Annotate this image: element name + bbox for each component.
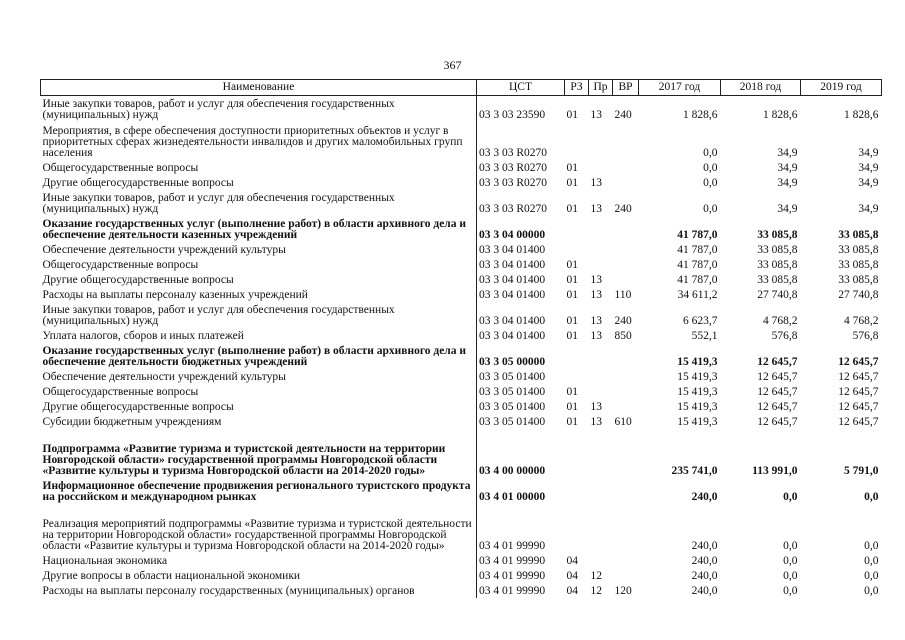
cell-pr — [589, 160, 613, 175]
cell-rz — [565, 242, 589, 257]
cell-2017: 240,0 — [691, 540, 718, 552]
cell-rz: 01 — [566, 162, 578, 174]
cell-pr — [589, 343, 613, 369]
cell-cst: 03 4 01 99990 — [477, 553, 565, 568]
cell-name: Оказание государственных услуг (выполнение работ) в области архивного дела и обеспечение деятельности казенных учреждений — [42, 218, 467, 241]
cell-pr: 13 — [590, 289, 602, 301]
cell-2019: 1 828,6 — [844, 109, 879, 121]
cell-2017: 41 787,0 — [677, 229, 718, 241]
cell-2019: 34,9 — [858, 177, 879, 189]
cell-2018: 33 085,8 — [757, 229, 798, 241]
cell-2017: 240,0 — [691, 585, 718, 597]
cell-2019: 0,0 — [864, 585, 879, 597]
table-row — [41, 504, 882, 553]
cell-2018: 34,9 — [777, 203, 798, 215]
cell-cst: 03 3 04 01400 — [477, 257, 565, 272]
cell-2017: 0,0 — [703, 177, 718, 189]
table-row — [41, 190, 882, 216]
cell-2017: 15 419,3 — [677, 401, 718, 413]
cell-rz: 01 — [566, 401, 578, 413]
cell-pr: 13 — [590, 315, 602, 327]
cell-cst: 03 3 05 01400 — [477, 384, 565, 399]
cell-2019: 12 645,7 — [838, 401, 879, 413]
cell-2017: 552,1 — [691, 330, 718, 342]
cell-cst: 03 3 04 01400 — [477, 328, 565, 343]
cell-pr: 12 — [590, 570, 602, 582]
table-row — [41, 568, 882, 583]
cell-pr: 13 — [590, 274, 602, 286]
cell-rz: 01 — [566, 315, 578, 327]
cell-2017: 15 419,3 — [677, 371, 718, 383]
table-row — [41, 384, 882, 399]
cell-rz: 04 — [566, 585, 578, 597]
cell-vr — [613, 504, 639, 553]
header-vr: ВР — [613, 80, 639, 96]
cell-pr — [589, 429, 613, 478]
cell-cst: 03 4 01 99990 — [477, 583, 565, 598]
cell-2019: 5 791,0 — [844, 465, 879, 477]
cell-2019: 576,8 — [852, 330, 879, 342]
cell-cst: 03 4 00 00000 — [477, 429, 565, 478]
cell-pr — [589, 553, 613, 568]
cell-2018: 34,9 — [777, 177, 798, 189]
cell-pr: 12 — [590, 585, 602, 597]
cell-pr — [589, 216, 613, 242]
cell-cst: 03 3 05 01400 — [477, 369, 565, 384]
table-row — [41, 160, 882, 175]
cell-vr — [613, 429, 639, 478]
cell-rz — [565, 369, 589, 384]
budget-table — [40, 79, 882, 598]
cell-rz: 01 — [566, 274, 578, 286]
cell-2017: 15 419,3 — [677, 356, 718, 368]
cell-2019: 0,0 — [864, 491, 879, 503]
cell-cst: 03 4 01 00000 — [477, 478, 565, 504]
cell-name: Обеспечение деятельности учреждений культуры — [42, 244, 286, 256]
cell-2017: 0,0 — [703, 162, 718, 174]
cell-rz — [565, 122, 589, 160]
table-row — [41, 96, 882, 123]
cell-2019: 34,9 — [858, 203, 879, 215]
cell-cst: 03 3 04 01400 — [477, 302, 565, 328]
cell-2018: 33 085,8 — [757, 244, 798, 256]
cell-2018: 0,0 — [783, 585, 798, 597]
cell-2017: 41 787,0 — [677, 274, 718, 286]
header-pr: Пр — [589, 80, 613, 96]
cell-2017: 15 419,3 — [677, 416, 718, 428]
cell-cst: 03 3 03 R0270 — [477, 175, 565, 190]
cell-name: Иные закупки товаров, работ и услуг для обеспечения государственных (муниципальных) нужд — [42, 192, 395, 215]
cell-2017: 1 828,6 — [683, 109, 718, 121]
cell-rz: 01 — [566, 177, 578, 189]
cell-2017: 41 787,0 — [677, 259, 718, 271]
cell-vr — [613, 242, 639, 257]
cell-2019: 27 740,8 — [838, 289, 879, 301]
cell-rz: 01 — [566, 330, 578, 342]
table-row — [41, 328, 882, 343]
cell-name: Общегосударственные вопросы — [42, 162, 199, 174]
cell-rz — [565, 504, 589, 553]
cell-cst: 03 3 03 R0270 — [477, 122, 565, 160]
table-row — [41, 287, 882, 302]
table-row — [41, 122, 882, 160]
cell-vr: 240 — [614, 315, 632, 327]
cell-2018: 0,0 — [783, 491, 798, 503]
page-number: 367 — [443, 58, 462, 72]
cell-name: Национальная экономика — [42, 555, 168, 567]
cell-2018: 12 645,7 — [757, 371, 798, 383]
table-row — [41, 175, 882, 190]
cell-pr — [589, 384, 613, 399]
header-rz: РЗ — [565, 80, 589, 96]
cell-vr — [613, 343, 639, 369]
cell-name: Расходы на выплаты персоналу казенных учреждений — [42, 289, 308, 301]
cell-2019: 0,0 — [864, 540, 879, 552]
cell-cst: 03 3 04 01400 — [477, 242, 565, 257]
cell-name: Подпрограмма «Развитие туризма и туристской деятельности на территории Новгородской области» государственной программы Новгородской области «Развитие культуры и туризма Новгородской области на 2014-2020 годы» — [42, 443, 446, 477]
cell-name: Другие вопросы в области национальной экономики — [42, 570, 301, 582]
cell-2019: 34,9 — [858, 147, 879, 159]
cell-vr — [613, 369, 639, 384]
cell-rz — [565, 429, 589, 478]
table-row — [41, 343, 882, 369]
cell-pr: 13 — [590, 177, 602, 189]
cell-rz — [565, 478, 589, 504]
cell-2017: 0,0 — [703, 203, 718, 215]
cell-2019: 12 645,7 — [838, 416, 879, 428]
cell-2017: 0,0 — [703, 147, 718, 159]
cell-2018: 34,9 — [777, 162, 798, 174]
cell-vr — [613, 568, 639, 583]
cell-name: Информационное обеспечение продвижения регионального туристского продукта на российском и международном рынках — [42, 480, 471, 503]
cell-2019: 4 768,2 — [844, 315, 879, 327]
table-row — [41, 399, 882, 414]
table-row — [41, 242, 882, 257]
table-body — [41, 96, 882, 599]
cell-2019: 0,0 — [864, 570, 879, 582]
cell-pr: 13 — [590, 330, 602, 342]
cell-rz: 01 — [566, 416, 578, 428]
cell-name: Обеспечение деятельности учреждений культуры — [42, 371, 286, 383]
cell-vr — [613, 384, 639, 399]
cell-pr — [589, 257, 613, 272]
cell-rz: 01 — [566, 203, 578, 215]
cell-2018: 33 085,8 — [757, 274, 798, 286]
cell-2018: 576,8 — [771, 330, 798, 342]
cell-vr — [613, 257, 639, 272]
cell-2018: 12 645,7 — [757, 416, 798, 428]
cell-name: Мероприятия, в сфере обеспечения доступности приоритетных объектов и услуг в приоритетных сферах жизнедеятельности инвалидов и других маломобильных групп населения — [42, 125, 463, 159]
cell-2018: 12 645,7 — [757, 386, 798, 398]
cell-name: Другие общегосударственные вопросы — [42, 274, 234, 286]
cell-2017: 240,0 — [691, 570, 718, 582]
cell-2018: 27 740,8 — [757, 289, 798, 301]
cell-2017: 34 611,2 — [677, 289, 718, 301]
cell-vr: 610 — [614, 416, 632, 428]
cell-vr — [613, 216, 639, 242]
cell-2018: 12 645,7 — [757, 401, 798, 413]
table-row — [41, 583, 882, 598]
cell-name: Субсидии бюджетным учреждениям — [42, 416, 222, 428]
cell-cst: 03 3 03 23590 — [477, 96, 565, 123]
cell-cst: 03 3 04 01400 — [477, 287, 565, 302]
cell-rz: 01 — [566, 289, 578, 301]
cell-2017: 240,0 — [691, 491, 718, 503]
cell-name: Общегосударственные вопросы — [42, 259, 199, 271]
cell-name: Реализация мероприятий подпрограммы «Развитие туризма и туристской деятельности на территории Новгородской области» государственной программы Новгородской области «Развитие культуры и туризма Новгородской области на 2014-2020 годы» — [42, 518, 472, 552]
cell-cst: 03 4 01 99990 — [477, 568, 565, 583]
table-row — [41, 272, 882, 287]
cell-vr — [613, 399, 639, 414]
cell-vr: 110 — [614, 289, 632, 301]
cell-cst: 03 3 05 01400 — [477, 414, 565, 429]
cell-name: Расходы на выплаты персоналу государственных (муниципальных) органов — [42, 585, 415, 597]
cell-2019: 0,0 — [864, 555, 879, 567]
cell-rz: 01 — [566, 109, 578, 121]
cell-2017: 235 741,0 — [671, 465, 718, 477]
cell-2019: 33 085,8 — [838, 259, 879, 271]
cell-cst: 03 3 03 R0270 — [477, 160, 565, 175]
cell-2017: 15 419,3 — [677, 386, 718, 398]
cell-pr — [589, 478, 613, 504]
cell-2017: 240,0 — [691, 555, 718, 567]
cell-name: Уплата налогов, сборов и иных платежей — [42, 330, 244, 342]
cell-rz — [565, 343, 589, 369]
cell-2018: 34,9 — [777, 147, 798, 159]
cell-2018: 113 991,0 — [752, 465, 798, 477]
table-row — [41, 478, 882, 504]
header-cst: ЦСТ — [477, 80, 565, 96]
cell-name: Другие общегосударственные вопросы — [42, 401, 234, 413]
cell-vr: 240 — [614, 109, 632, 121]
cell-pr — [589, 242, 613, 257]
cell-vr — [613, 272, 639, 287]
table-row — [41, 369, 882, 384]
cell-vr — [613, 122, 639, 160]
cell-rz: 01 — [566, 386, 578, 398]
cell-2017: 6 623,7 — [683, 315, 718, 327]
cell-vr: 240 — [614, 203, 632, 215]
cell-2019: 33 085,8 — [838, 274, 879, 286]
cell-name: Общегосударственные вопросы — [42, 386, 199, 398]
cell-2019: 12 645,7 — [838, 356, 879, 368]
header-2019: 2019 год — [801, 80, 882, 96]
cell-cst: 03 3 05 01400 — [477, 399, 565, 414]
table-header-row — [41, 80, 882, 96]
cell-vr: 850 — [614, 330, 632, 342]
cell-rz — [565, 216, 589, 242]
cell-2018: 4 768,2 — [763, 315, 798, 327]
header-2018: 2018 год — [721, 80, 801, 96]
cell-2018: 1 828,6 — [763, 109, 798, 121]
cell-2019: 12 645,7 — [838, 371, 879, 383]
cell-2019: 33 085,8 — [838, 229, 879, 241]
cell-pr — [589, 122, 613, 160]
cell-cst: 03 3 05 00000 — [477, 343, 565, 369]
cell-pr: 13 — [590, 203, 602, 215]
header-2017: 2017 год — [639, 80, 721, 96]
cell-pr — [589, 369, 613, 384]
table-row — [41, 302, 882, 328]
cell-name: Иные закупки товаров, работ и услуг для обеспечения государственных (муниципальных) нужд — [42, 304, 395, 327]
cell-2019: 34,9 — [858, 162, 879, 174]
cell-name: Оказание государственных услуг (выполнение работ) в области архивного дела и обеспечение деятельности бюджетных учреждений — [42, 345, 467, 368]
cell-2018: 12 645,7 — [757, 356, 798, 368]
cell-pr — [589, 504, 613, 553]
cell-vr — [613, 160, 639, 175]
cell-vr: 120 — [614, 585, 632, 597]
cell-rz: 01 — [566, 259, 578, 271]
table-row — [41, 553, 882, 568]
cell-2019: 33 085,8 — [838, 244, 879, 256]
cell-name: Иные закупки товаров, работ и услуг для обеспечения государственных (муниципальных) нужд — [42, 98, 395, 121]
cell-cst: 03 3 04 01400 — [477, 272, 565, 287]
cell-rz: 04 — [566, 570, 578, 582]
cell-vr — [613, 478, 639, 504]
header-name: Наименование — [41, 80, 477, 96]
cell-name: Другие общегосударственные вопросы — [42, 177, 234, 189]
cell-2017: 41 787,0 — [677, 244, 718, 256]
table-row — [41, 429, 882, 478]
cell-pr: 13 — [590, 109, 602, 121]
cell-2018: 0,0 — [783, 570, 798, 582]
cell-cst: 03 4 01 99990 — [477, 504, 565, 553]
cell-rz: 04 — [566, 555, 578, 567]
cell-vr — [613, 175, 639, 190]
cell-pr: 13 — [590, 416, 602, 428]
cell-2018: 33 085,8 — [757, 259, 798, 271]
cell-2018: 0,0 — [783, 555, 798, 567]
cell-2019: 12 645,7 — [838, 386, 879, 398]
cell-cst: 03 3 04 00000 — [477, 216, 565, 242]
cell-cst: 03 3 03 R0270 — [477, 190, 565, 216]
cell-pr: 13 — [590, 401, 602, 413]
cell-vr — [613, 553, 639, 568]
cell-2018: 0,0 — [783, 540, 798, 552]
table-row — [41, 414, 882, 429]
table-row — [41, 257, 882, 272]
table-row — [41, 216, 882, 242]
